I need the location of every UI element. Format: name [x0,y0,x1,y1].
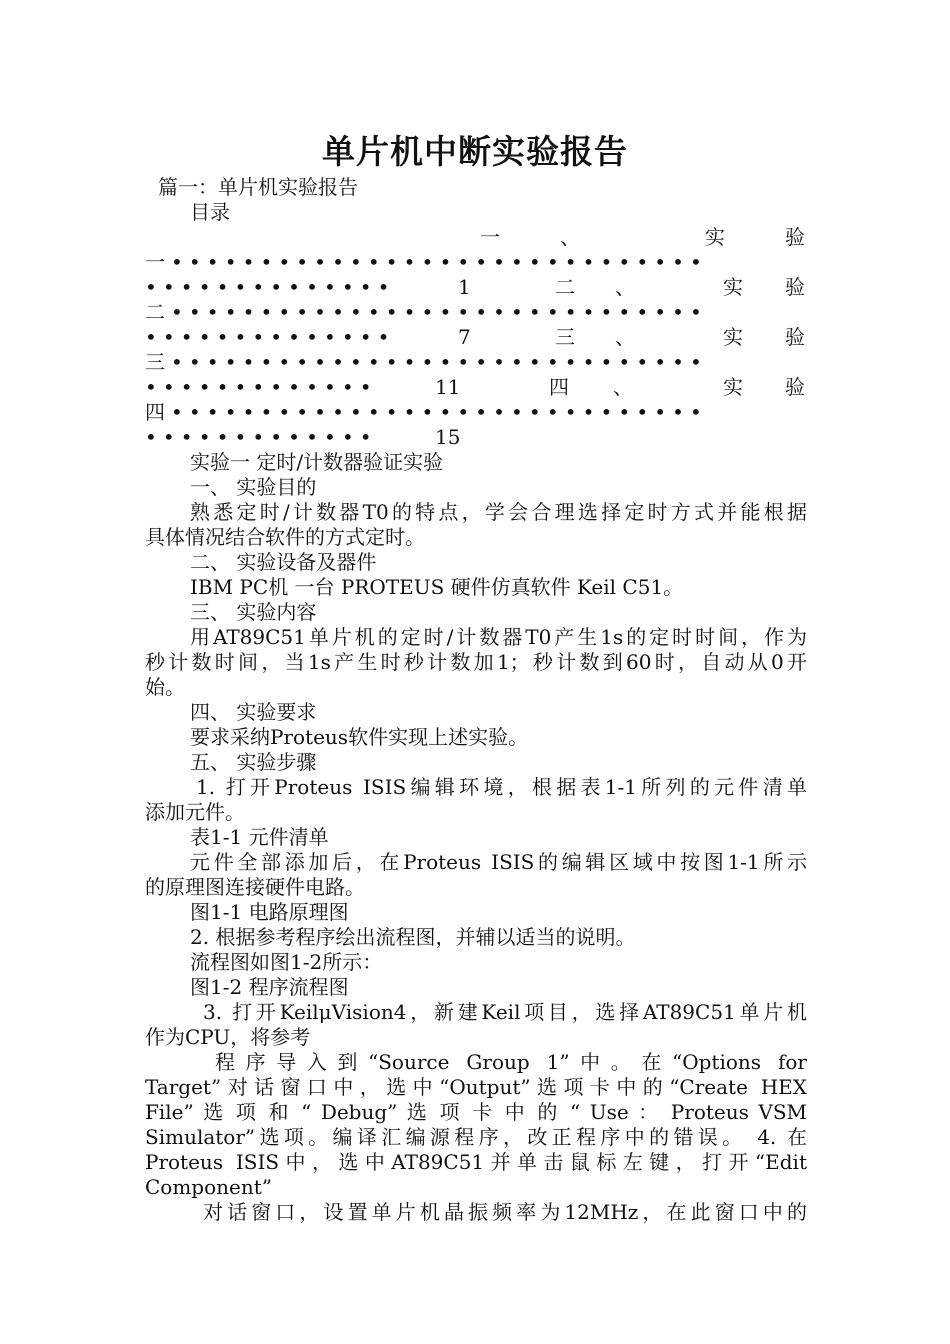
paragraph-line: 用AT89C51单片机的定时/计数器T0产生1s的定时时间，作为 [190,625,807,649]
toc-char: 验 [785,375,805,399]
toc-char: 四 [549,375,569,399]
toc-leader-dots: •••••••••••••• [145,275,396,299]
table-caption: 表1-1 元件清单 [190,825,329,849]
paragraph-line: 熟悉定时/计数器T0的特点，学会合理选择定时方式并能根据 [190,500,807,524]
toc-char: 验 [785,275,805,299]
figure-caption: 图1-2 程序流程图 [190,975,349,999]
paragraph-line: 元件全部添加后，在Proteus ISIS的编辑区域中按图1-1所示 [190,850,807,874]
toc-row [145,225,807,250]
toc-row [145,375,807,400]
paragraph-line: 具体情况结合软件的方式定时。 [145,525,425,549]
paragraph-line: 要求采纳Proteus软件实现上述实验。 [190,725,529,749]
toc-char: 、 [613,375,633,399]
toc-char: 三 [555,325,575,349]
toc-page-number: 7 [458,325,471,349]
toc-row [145,300,807,325]
toc-leader-dots: •••••••••••••••••••••••••••••• [171,400,708,424]
paragraph-line: IBM PC机 一台 PROTEUS 硬件仿真软件 Keil C51。 [190,575,684,599]
toc-leader-dots: •••••••••••••••••••••••••••••• [171,350,708,374]
toc-lead: 一 [145,250,165,274]
subsection-heading: 五、 实验步骤 [190,750,317,774]
toc-leader-dots: •••••••••••••••••••••••••••••• [171,300,708,324]
toc-page-number: 11 [435,375,461,399]
toc-char: 实 [705,225,725,249]
toc-row [145,350,807,375]
paragraph-line: Simulator”选项。编译汇编源程序，改正程序中的错误。 4. 在 [145,1125,807,1149]
paragraph-line: 程序导入到“Source Group 1”中。在“Options for [215,1050,807,1074]
paragraph-line: Proteus ISIS中，选中AT89C51并单击鼠标左键，打开“Edit [145,1150,807,1174]
toc-char: 实 [723,375,743,399]
paragraph-line: 秒计数时间，当1s产生时秒计数加1；秒计数到60时，自动从0开 [145,650,807,674]
toc-page-number: 1 [458,275,471,299]
paragraph-line: 2. 根据参考程序绘出流程图，并辅以适当的说明。 [190,925,636,949]
toc-char: 一 [480,225,500,249]
toc-leader-dots: •••••••••••••••••••••••••••••• [171,250,708,274]
toc-heading: 目录 [190,200,230,224]
article-label: 篇一：单片机实验报告 [158,175,358,199]
subsection-heading: 四、 实验要求 [190,700,317,724]
section-heading: 实验一 定时/计数器验证实验 [190,450,444,474]
toc-char: 、 [560,225,580,249]
toc-page-number: 15 [435,425,461,449]
toc-leader-dots: •••••••••••••• [145,325,396,349]
toc-row [145,425,807,450]
toc-lead: 二 [145,300,165,324]
toc-row [145,250,807,275]
subsection-heading: 一、 实验目的 [190,475,317,499]
paragraph-line: 始。 [145,675,185,699]
paragraph-line: Component” [145,1175,273,1199]
paragraph-line: 流程图如图1-2所示： [190,950,383,974]
paragraph-line: 的原理图连接硬件电路。 [145,875,365,899]
toc-char: 实 [723,275,743,299]
paragraph-line: 添加元件。 [145,800,245,824]
toc-row [145,400,807,425]
subsection-heading: 三、 实验内容 [190,600,317,624]
toc-char: 验 [785,325,805,349]
paragraph-line: 1. 打开Proteus ISIS编辑环境，根据表1-1所列的元件清单 [196,775,807,799]
toc-char: 、 [615,275,635,299]
figure-caption: 图1-1 电路原理图 [190,900,349,924]
paragraph-line: 作为CPU，将参考 [145,1025,311,1049]
toc-char: 实 [723,325,743,349]
toc-leader-dots: ••••••••••••• [145,375,378,399]
toc-char: 、 [615,325,635,349]
toc-lead: 四 [145,400,165,424]
subsection-heading: 二、 实验设备及器件 [190,550,377,574]
paragraph-line: 3. 打开KeilμVision4，新建Keil项目，选择AT89C51单片机 [203,1000,807,1024]
document-title: 单片机中断实验报告 [322,132,628,171]
paragraph-line: File” 选 项 和 “ Debug” 选 项 卡 中 的 “ Use ： Proteus VSM [145,1100,807,1124]
paragraph-line: Target”对话窗口中，选中“Output”选项卡中的“Create HEX [145,1075,807,1099]
paragraph-line: 对话窗口，设置单片机晶振频率为12MHz，在此窗口中的 [203,1200,807,1224]
toc-leader-dots: ••••••••••••• [145,425,378,449]
toc-char: 二 [555,275,575,299]
toc-lead: 三 [145,350,165,374]
toc-row [145,325,807,350]
toc-row [145,275,807,300]
toc-char: 验 [785,225,805,249]
